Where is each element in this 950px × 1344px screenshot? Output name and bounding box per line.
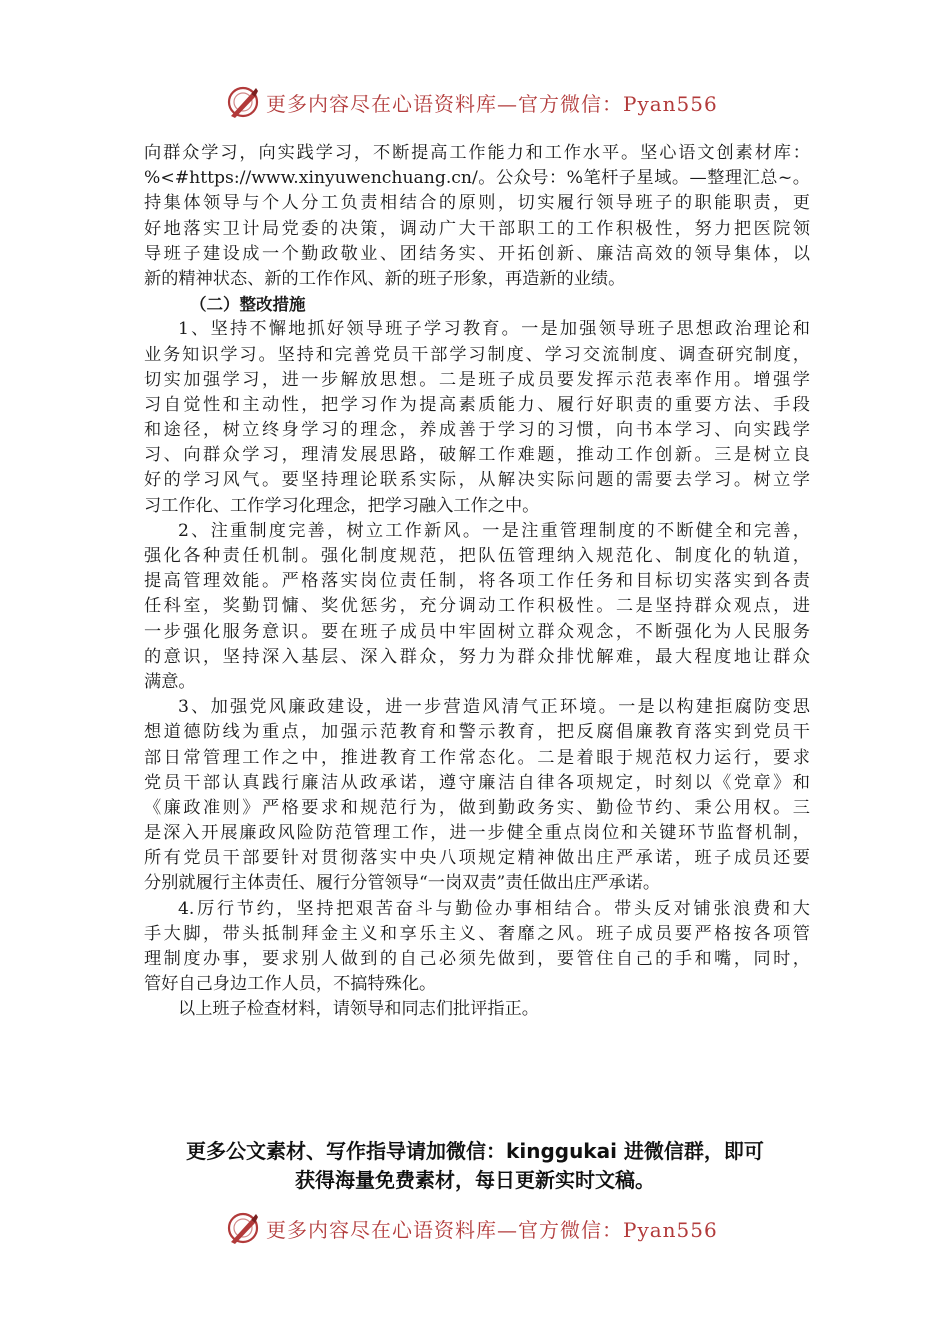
text-line: 想道德防线为重点，加强示范教育和警示教育，把反腐倡廉教育落实到党员干 <box>144 722 810 743</box>
text-line: 理制度办事，要求别人做到的自己必须先做到，要管住自己的手和嘴，同时， <box>144 949 810 969</box>
watermark-banner-top <box>226 84 718 120</box>
text-line: 满意。 <box>144 671 196 692</box>
text-line: 1、坚持不懈地抓好领导班子学习教育。一是加强领导班子思想政治理论和 <box>178 319 810 340</box>
text-line: 分别就履行主体责任、履行分管领导“一岗双责”责任做出庄严承诺。 <box>144 873 661 894</box>
pen-logo-icon <box>226 85 260 119</box>
measures-paragraphs <box>144 317 810 1022</box>
text-line: 好地落实卫计局党委的决策，调动广大干部职工的工作积极性，努力把医院领 <box>144 218 810 239</box>
watermark-text: 更多内容尽在心语资料库—官方微信：Pyan556 <box>266 1217 718 1242</box>
pen-logo-icon <box>226 1211 260 1245</box>
text-line: 任科室，奖勤罚慵、奖优惩劣，充分调动工作积极性。二是坚持群众观点，进 <box>144 596 810 617</box>
paragraph <box>144 519 810 695</box>
text-line: 导班子建设成一个勤政敬业、团结务实、开拓创新、廉洁高效的领导集体，以 <box>144 243 810 264</box>
text-line: 持集体领导与个人分工负责相结合的原则，切实履行领导班子的职能职责，更 <box>144 193 810 214</box>
text-line: 党员干部认真践行廉洁从政承诺，遵守廉洁自律各项规定，时刻以《党章》和 <box>144 772 810 793</box>
text-line: 的意识，坚持深入基层、深入群众，努力为群众排忧解难，最大程度地让群众 <box>144 646 810 667</box>
footer-line-2: 获得海量免费素材，每日更新实时文稿。 <box>295 1168 655 1192</box>
text-line: 一步强化服务意识。要在班子成员中牢固树立群众观念，不断强化为人民服务 <box>144 621 810 642</box>
watermark-text: 更多内容尽在心语资料库—官方微信：Pyan556 <box>266 91 718 116</box>
text-line: 习自觉性和主动性，把学习作为提高素质能力、履行好职责的重要方法、手段 <box>144 394 810 415</box>
paragraph <box>144 695 810 897</box>
text-line: 习工作化、工作学习化理念，把学习融入工作之中。 <box>144 495 540 516</box>
text-line: 习、向群众学习，理清发展思路，破解工作难题，推动工作创新。三是树立良 <box>144 445 810 466</box>
text-line: 3、加强党风廉政建设，进一步营造风清气正环境。一是以构建拒腐防变思 <box>178 697 810 718</box>
text-line: 《廉政准则》严格要求和规范行为，做到勤政务实、勤俭节约、秉公用权。三 <box>144 797 810 818</box>
paragraph <box>144 897 810 998</box>
section-heading: （二）整改措施 <box>190 295 306 315</box>
footer-line-1: 更多公文素材、写作指导请加微信：kinggukai 进微信群，即可 <box>186 1139 764 1163</box>
text-line: 2、注重制度完善，树立工作新风。一是注重管理制度的不断健全和完善， <box>178 520 810 541</box>
paragraph <box>144 317 810 519</box>
text-line: 4.厉行节约，坚持把艰苦奋斗与勤俭办事相结合。带头反对铺张浪费和大 <box>178 898 810 919</box>
text-line: %<#https://www.xinyuwenchuang.cn/。公众号：%笔杆子星域。—整理汇总~。 <box>144 168 810 189</box>
text-line: 和途径，树立终身学习的理念，养成善于学习的习惯，向书本学习、向实践学 <box>144 420 810 441</box>
text-line: 以上班子检查材料，请领导和同志们批评指正。 <box>178 999 539 1020</box>
text-line: 部日常管理工作之中，推进教育工作常态化。二是着眼于规范权力运行，要求 <box>144 747 810 768</box>
text-line: 提高管理效能。严格落实岗位责任制，将各项工作任务和目标切实落实到各责 <box>144 571 810 592</box>
intro-paragraph <box>144 141 810 292</box>
text-line: 是深入开展廉政风险防范管理工作，进一步健全重点岗位和关键环节监督机制， <box>144 823 810 844</box>
text-line: 切实加强学习，进一步解放思想。二是班子成员要发挥示范表率作用。增强学 <box>144 369 810 390</box>
text-line: 向群众学习，向实践学习，不断提高工作能力和工作水平。坚心语文创素材库： <box>144 143 810 163</box>
paragraph <box>144 997 810 1022</box>
text-line: 手大脚，带头抵制拜金主义和享乐主义、奢靡之风。班子成员要严格按各项管 <box>144 923 810 944</box>
text-line: 好的学习风气。要坚持理论联系实际，从解决实际问题的需要去学习。树立学 <box>144 470 810 491</box>
watermark-banner-bottom <box>226 1210 718 1246</box>
text-line: 新的精神状态、新的工作作风、新的班子形象，再造新的业绩。 <box>144 268 626 289</box>
document-body <box>144 141 810 1023</box>
text-line: 业务知识学习。坚持和完善党员干部学习制度、学习交流制度、调查研究制度， <box>144 344 810 365</box>
text-line: 所有党员干部要针对贯彻落实中央八项规定精神做出庄严承诺，班子成员还要 <box>144 848 810 869</box>
text-line: 强化各种责任机制。强化制度规范，把队伍管理纳入规范化、制度化的轨道， <box>144 546 810 566</box>
text-line: 管好自己身边工作人员，不搞特殊化。 <box>144 974 437 995</box>
footer-promo <box>0 1137 950 1195</box>
